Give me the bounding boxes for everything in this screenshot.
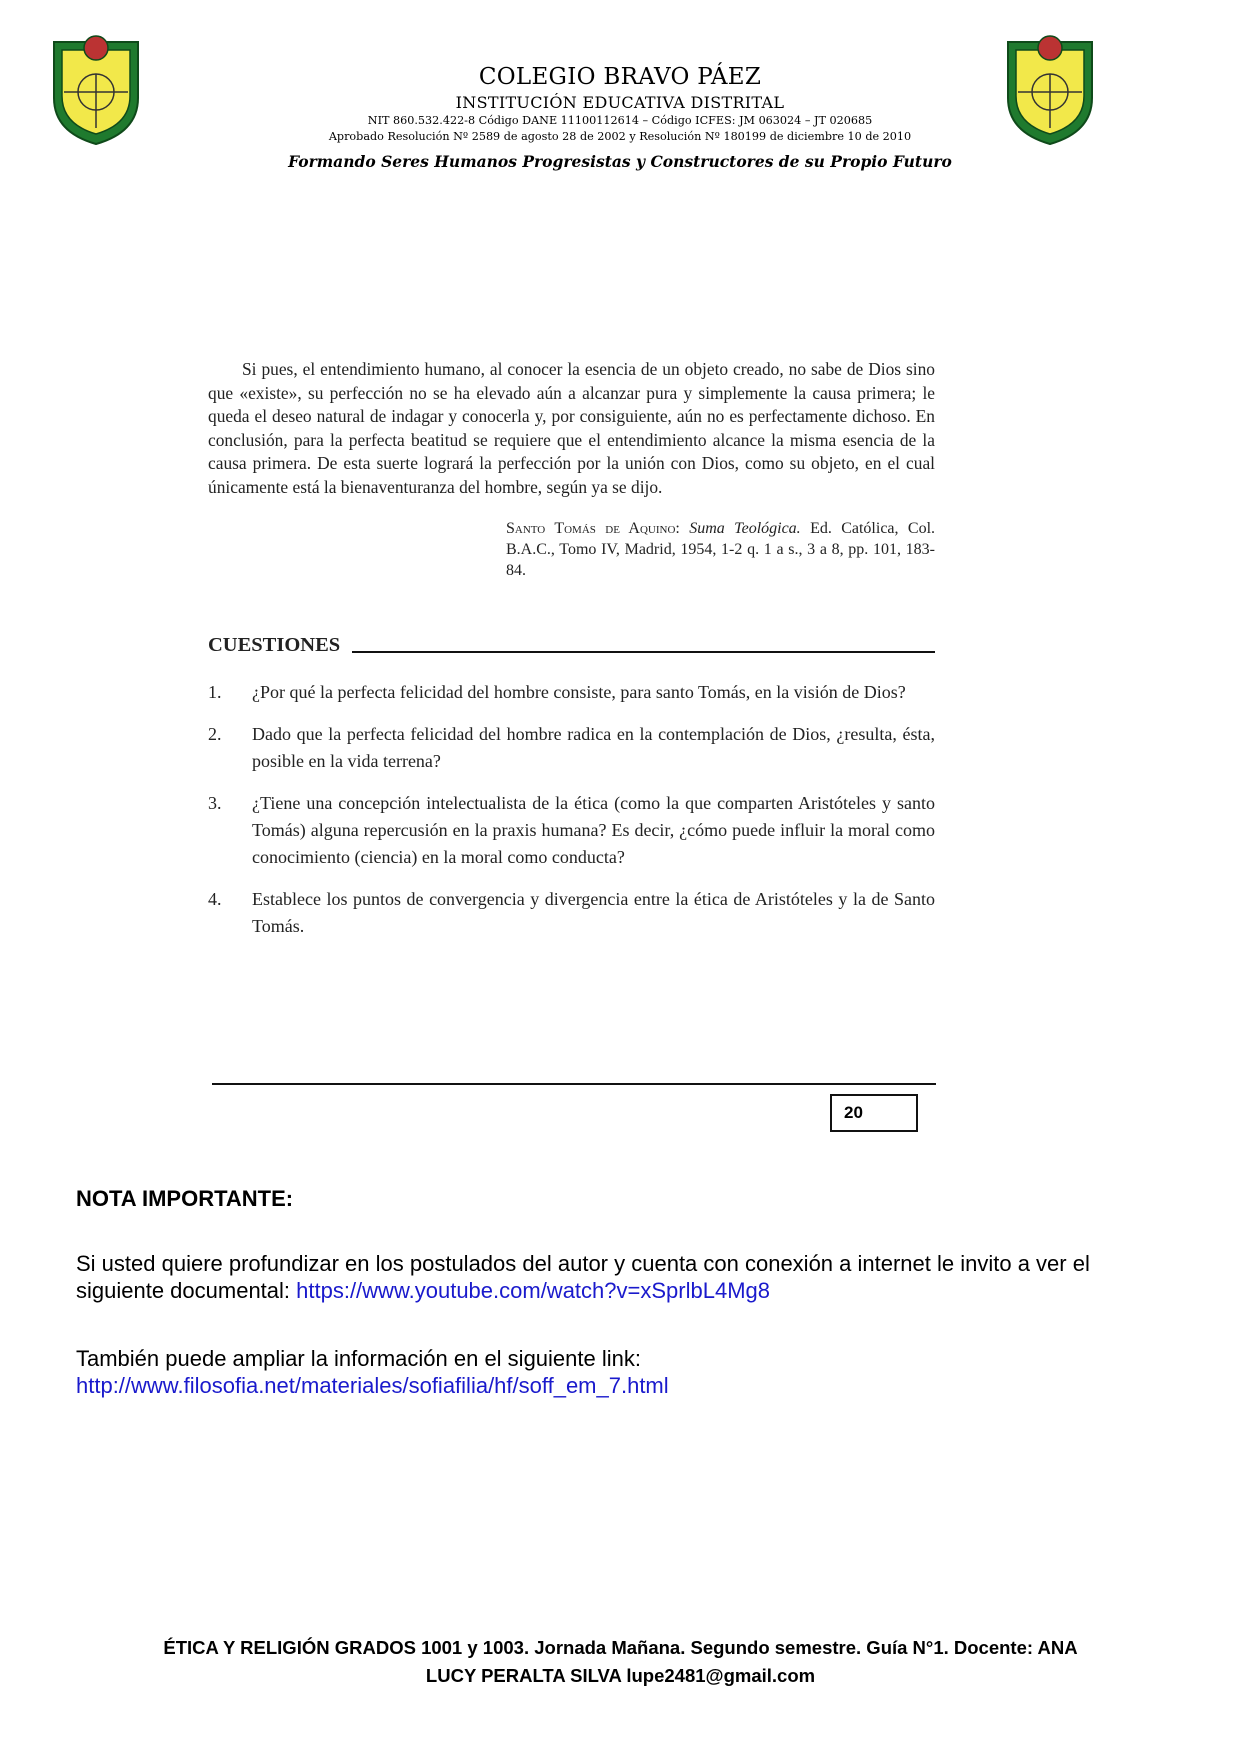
questions-title: CUESTIONES — [208, 633, 341, 656]
citation-author: Santo Tomás de Aquino: — [506, 519, 680, 537]
nit-line: NIT 860.532.422-8 Código DANE 11100112614 – Código ICFES: JM 063024 – JT 020685 — [367, 114, 873, 127]
question-item — [208, 886, 935, 940]
question-number: 1. — [208, 681, 222, 702]
question-number: 3. — [208, 792, 222, 813]
question-item — [208, 790, 935, 871]
questions-title-rule — [352, 651, 935, 653]
citation — [506, 518, 935, 581]
citation-details: Ed. Católica, Col. B.A.C., Tomo IV, Madrid, 1954, 1-2 q. 1 a s., 3 a 8, pp. 101, 183-84. — [506, 519, 936, 579]
question-text: ¿Tiene una concepción intelectualista de la ética (como la que comparten Aristóteles y santo Tomás) alguna repercusión en la praxis humana? Es decir, ¿cómo puede influir la moral como conocimiento (ciencia) en la moral como conducta? — [252, 792, 935, 867]
question-item — [208, 721, 935, 775]
question-text: Establece los puntos de convergencia y divergencia entre la ética de Aristóteles y la de Santo Tomás. — [252, 888, 935, 936]
school-crest-logo-left — [48, 28, 144, 146]
question-item — [208, 679, 935, 706]
footer-line-2: LUCY PERALTA SILVA lupe2481@gmail.com — [425, 1665, 816, 1686]
excerpt-bottom-rule — [212, 1083, 936, 1085]
question-number: 4. — [208, 888, 222, 909]
citation-work: Suma Teológica. — [689, 519, 801, 537]
school-crest-logo-right — [1002, 28, 1098, 146]
youtube-link[interactable]: https://www.youtube.com/watch?v=xSprlbL4Mg8 — [296, 1278, 770, 1303]
question-text: Dado que la perfecta felicidad del hombre radica en la contemplación de Dios, ¿resulta, ésta, posible en la vida terrena? — [252, 723, 935, 771]
scanned-book-excerpt — [208, 358, 935, 955]
note-text: Si usted quiere profundizar en los postulados del autor y cuenta con conexión a internet le invito a ver el siguiente documental: — [76, 1251, 1090, 1303]
footer-line-1: ÉTICA Y RELIGIÓN GRADOS 1001 y 1003. Jornada Mañana. Segundo semestre. Guía N°1. Docente: ANA — [163, 1637, 1078, 1658]
institution-type: INSTITUCIÓN EDUCATIVA DISTRITAL — [455, 93, 785, 112]
question-text: ¿Por qué la perfecta felicidad del hombre consiste, para santo Tomás, en la visión de Dios? — [252, 681, 906, 702]
filosofia-link[interactable]: http://www.filosofia.net/materiales/sofiafilia/hf/soff_em_7.html — [76, 1373, 669, 1398]
page-footer — [90, 1634, 1151, 1690]
note-paragraph-link — [76, 1345, 1176, 1399]
approval-line: Aprobado Resolución Nº 2589 de agosto 28 de 2002 y Resolución Nº 180199 de diciembre 10 de 2010 — [328, 130, 912, 143]
note-text: También puede ampliar la información en el siguiente link: — [76, 1346, 641, 1371]
note-title: NOTA IMPORTANTE: — [76, 1186, 294, 1211]
questions-header — [208, 633, 935, 657]
school-motto: Formando Seres Humanos Progresistas y Constructores de su Propio Futuro — [288, 152, 952, 171]
letterhead — [250, 62, 990, 173]
school-name: COLEGIO BRAVO PÁEZ — [478, 64, 762, 90]
excerpt-paragraph: Si pues, el entendimiento humano, al conocer la esencia de un objeto creado, no sabe de Dios sino que «existe», su perfección no se ha elevado aún a alcanzar pura y simplemente la causa primera; le queda el deseo natural de indagar y conocerla y, por consiguiente, aún no es perfectamente dichoso. En conclusión, para la perfecta beatitud se requiere que el entendimiento alcance la misma esencia de la causa primera. De esta suerte logrará la perfección por la unión con Dios, como su objeto, en el cual únicamente está la bienaventuranza del hombre, según ya se dijo. — [208, 359, 935, 497]
question-number: 2. — [208, 723, 222, 744]
questions-list — [208, 679, 935, 940]
note-paragraph-documentary — [76, 1250, 1176, 1304]
page-number-box: 20 — [830, 1094, 918, 1132]
